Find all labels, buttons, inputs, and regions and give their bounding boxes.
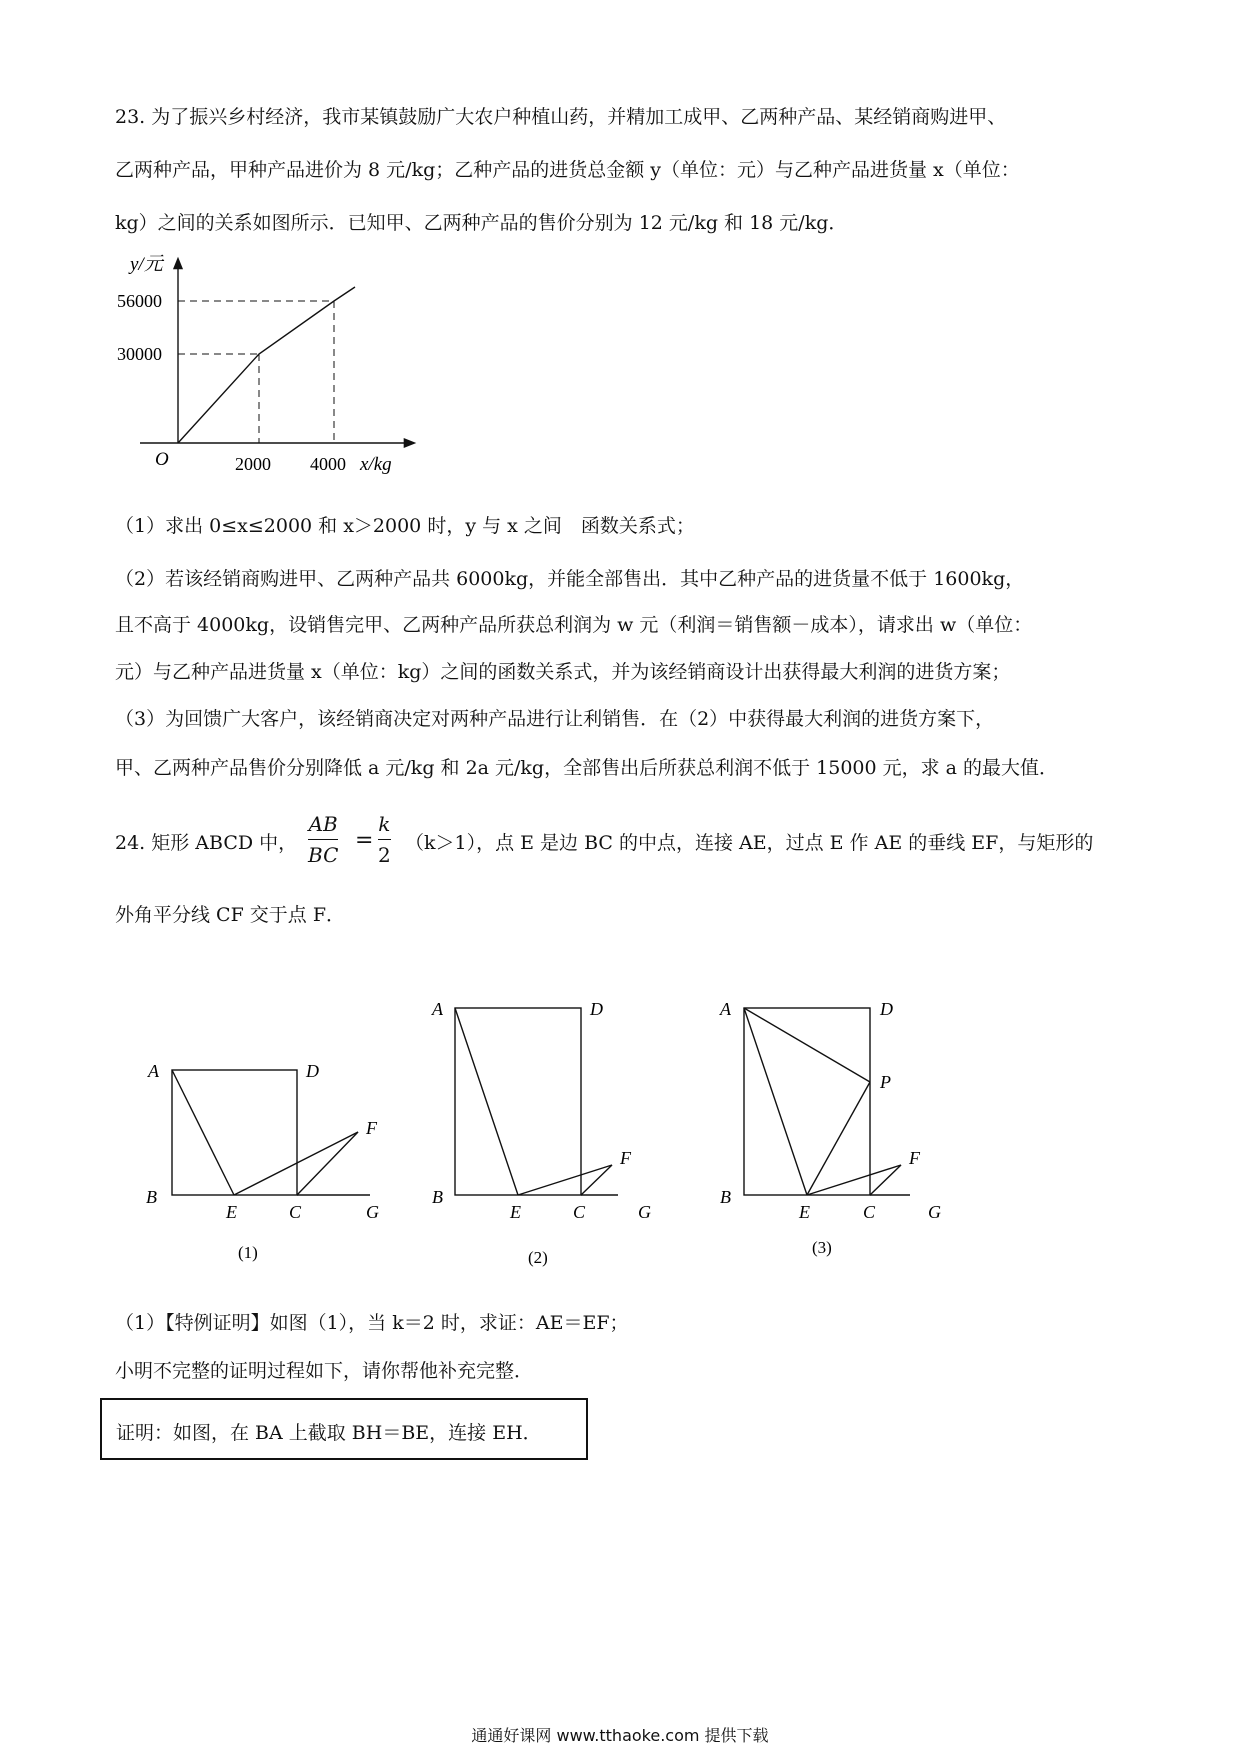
q23-sub2-line2: 且不高于 4000kg，设销售完甲、乙两种产品所获总利润为 w 元（利润＝销售额－成本），请求出 w（单位： — [115, 614, 1033, 636]
q23-line3: kg）之间的关系如图所示．已知甲、乙两种产品的售价分别为 12 元/kg 和 18 元/kg． — [115, 212, 848, 234]
figure-1 — [140, 1050, 400, 1270]
q24-note: 小明不完整的证明过程如下，请你帮他补充完整． — [115, 1360, 534, 1382]
page-footer: 通通好课网 www.tthaoke.com 提供下载 — [471, 1726, 769, 1745]
fraction-k-2 — [378, 812, 391, 867]
q23-sub3-line2: 甲、乙两种产品售价分别降低 a 元/kg 和 2a 元/kg，全部售出后所获总利润不低于 15000 元，求 a 的最大值． — [115, 757, 1059, 779]
figure-3 — [700, 985, 960, 1270]
x-tick-2000: 2000 — [235, 454, 271, 474]
label-G: G — [638, 1202, 651, 1222]
label-C: C — [863, 1202, 876, 1222]
fraction-ab-bc — [308, 812, 338, 867]
q24-prefix: 24. 矩形 ABCD 中， — [115, 832, 298, 854]
label-F: F — [366, 1118, 377, 1138]
label-C: C — [573, 1202, 586, 1222]
proof-text: 证明：如图，在 BA 上截取 BH＝BE，连接 EH． — [116, 1422, 542, 1444]
y-tick-30000: 30000 — [117, 344, 162, 364]
graph-line — [178, 287, 355, 443]
figure-caption: (3) — [812, 1238, 832, 1257]
label-E: E — [799, 1202, 810, 1222]
label-E: E — [510, 1202, 521, 1222]
equals-sign: = — [355, 828, 374, 853]
label-C: C — [289, 1202, 302, 1222]
label-A: A — [148, 1061, 159, 1081]
origin-label: O — [155, 449, 169, 470]
y-tick-56000: 56000 — [117, 291, 162, 311]
fraction-bar — [378, 839, 391, 840]
label-B: B — [720, 1187, 731, 1207]
label-A: A — [720, 999, 731, 1019]
proof-box — [100, 1398, 588, 1460]
label-B: B — [432, 1187, 443, 1207]
y-axis-label: y/元 — [130, 254, 163, 275]
label-P: P — [880, 1072, 891, 1092]
fraction-denominator: 2 — [378, 843, 391, 868]
q23-sub2-line1: （2）若该经销商购进甲、乙两种产品共 6000kg，并能全部售出．其中乙种产品的进货量不低于 1600kg， — [115, 568, 1025, 590]
q23-sub1: （1）求出 0≤x≤2000 和 x＞2000 时，y 与 x 之间 函数关系式； — [115, 515, 695, 537]
label-A: A — [432, 999, 443, 1019]
q24-suffix: （k＞1），点 E 是边 BC 的中点，连接 AE，过点 E 作 AE 的垂线 EF，与矩形的 — [405, 832, 1094, 854]
label-D: D — [590, 999, 603, 1019]
label-D: D — [880, 999, 893, 1019]
x-axis-label: x/kg — [360, 454, 392, 475]
q23-sub3-line1: （3）为回馈广大客户，该经销商决定对两种产品进行让利销售．在（2）中获得最大利润的进货方案下， — [115, 708, 995, 730]
x-tick-4000: 4000 — [310, 454, 346, 474]
q23-function-graph — [105, 248, 425, 488]
label-G: G — [928, 1202, 941, 1222]
label-D: D — [306, 1061, 319, 1081]
label-B: B — [146, 1187, 157, 1207]
q23-line2: 乙两种产品，甲种产品进价为 8 元/kg；乙种产品的进货总金额 y（单位：元）与乙种产品进货量 x（单位： — [115, 159, 1020, 181]
figure-2 — [420, 985, 670, 1270]
q24-sub1: （1）【特例证明】如图（1），当 k＝2 时，求证：AE＝EF； — [115, 1312, 629, 1334]
fraction-denominator: BC — [308, 843, 339, 868]
fraction-numerator: AB — [308, 812, 338, 836]
fraction-numerator: k — [378, 812, 391, 836]
figure-caption: (2) — [528, 1248, 548, 1267]
label-F: F — [909, 1148, 920, 1168]
q23-line1: 23. 为了振兴乡村经济，我市某镇鼓励广大农户种植山药，并精加工成甲、乙两种产品、某经销商购进甲、 — [115, 106, 1007, 128]
q24-line2: 外角平分线 CF 交于点 F． — [115, 904, 346, 926]
figure-caption: (1) — [238, 1243, 258, 1262]
q23-sub2-line3: 元）与乙种产品进货量 x（单位：kg）之间的函数关系式，并为该经销商设计出获得最大利润的进货方案； — [115, 661, 1011, 683]
fraction-bar — [308, 839, 338, 840]
label-E: E — [226, 1202, 237, 1222]
label-G: G — [366, 1202, 379, 1222]
label-F: F — [620, 1148, 631, 1168]
